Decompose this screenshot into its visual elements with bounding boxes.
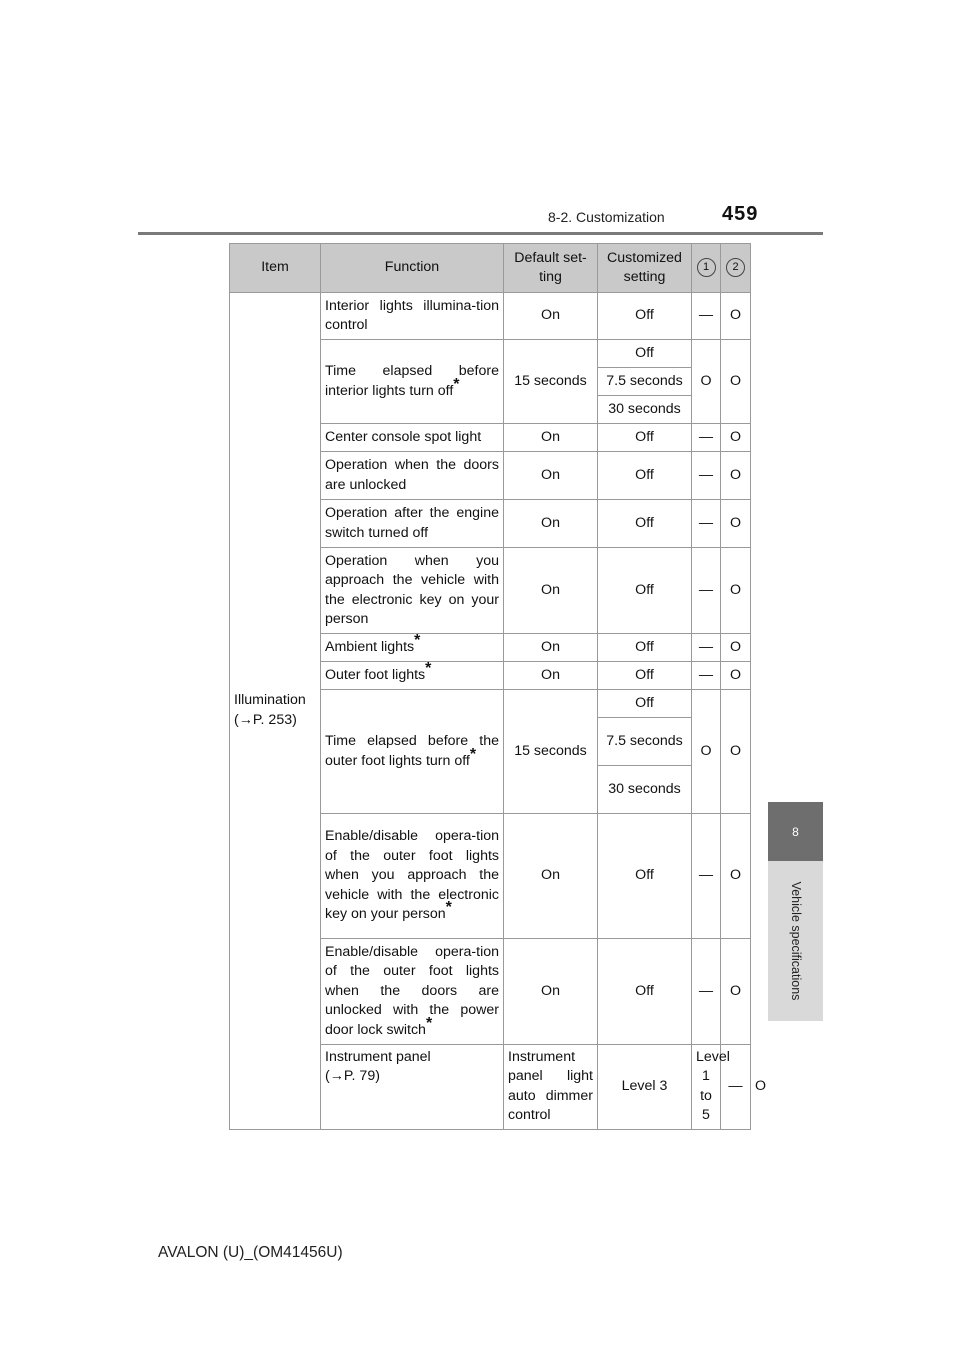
table-row (230, 293, 751, 340)
function-cell: Outer foot lights* (321, 662, 504, 690)
item-illumination (230, 293, 321, 1130)
header-column-2 (721, 244, 751, 293)
col2-cell: O (721, 293, 751, 340)
col2-cell: O (721, 340, 751, 424)
header-customized-setting: Customized setting (598, 244, 692, 293)
col1-cell: — (692, 500, 721, 548)
item-page-ref: (→P. 253) (234, 711, 297, 728)
custom-cell: Level 1 to 5 (692, 1045, 721, 1130)
default-cell: On (504, 548, 598, 634)
function-cell: Operation when the doors are unlocked (321, 452, 504, 500)
col1-cell: — (692, 293, 721, 340)
item-page-ref: (→P. 79) (325, 1068, 380, 1085)
custom-cell: Off (598, 293, 692, 340)
function-cell: Ambient lights* (321, 634, 504, 662)
default-cell: On (504, 814, 598, 939)
col1-cell: O (692, 690, 721, 814)
col1-cell: — (692, 548, 721, 634)
function-cell: Enable/disable opera-tion of the outer foot lights when you approach the vehicle with the electronic key on your person* (321, 814, 504, 939)
col2-cell: O (721, 662, 751, 690)
footnote-asterisk: * (414, 631, 421, 649)
table-row: Instrument panel (→P. 79) Instrument panel light auto dimmer control Level 3 Level 1 to 5 — O (230, 1045, 751, 1130)
custom-cell: Off (598, 690, 692, 718)
function-cell: Center console spot light (321, 424, 504, 452)
custom-cell: Off (598, 814, 692, 939)
function-cell: Time elapsed before the outer foot lights turn off* (321, 690, 504, 814)
header-item: Item (230, 244, 321, 293)
col2-cell: O (721, 424, 751, 452)
custom-cell: Off (598, 548, 692, 634)
col1-cell: — (692, 662, 721, 690)
col1-cell: — (721, 1045, 751, 1130)
default-cell: On (504, 293, 598, 340)
default-cell: On (504, 662, 598, 690)
custom-cell: 7.5 seconds (598, 368, 692, 396)
item-name: Illumination (234, 692, 306, 709)
col1-cell: — (692, 939, 721, 1045)
default-cell: 15 seconds (504, 690, 598, 814)
col1-cell: O (692, 340, 721, 424)
col1-cell: — (692, 452, 721, 500)
custom-cell: 30 seconds (598, 396, 692, 424)
header-function: Function (321, 244, 504, 293)
custom-cell: 7.5 seconds (598, 718, 692, 766)
item-name: Instrument panel (325, 1049, 431, 1065)
col2-cell: O (721, 548, 751, 634)
default-cell: On (504, 939, 598, 1045)
default-cell: On (504, 424, 598, 452)
col1-cell: — (692, 814, 721, 939)
function-cell: Enable/disable opera-tion of the outer foot lights when the doors are unlocked with the power door lock switch* (321, 939, 504, 1045)
header-default-setting: Default set-ting (504, 244, 598, 293)
custom-cell: Off (598, 662, 692, 690)
customization-table (229, 243, 767, 1130)
default-cell: On (504, 500, 598, 548)
footnote-asterisk: * (453, 375, 460, 393)
footnote-asterisk: * (469, 745, 477, 763)
section-header: 8-2. Customization (548, 209, 665, 225)
col2-cell: O (721, 500, 751, 548)
col2-cell: O (721, 452, 751, 500)
circled-2-icon: 2 (726, 258, 745, 277)
function-cell: Time elapsed before interior lights turn off* (321, 340, 504, 424)
footnote-asterisk: * (425, 1014, 433, 1032)
custom-cell: Off (598, 500, 692, 548)
function-cell: Instrument panel light auto dimmer control (504, 1045, 598, 1130)
page-number: 459 (722, 203, 759, 225)
col2-cell: O (721, 690, 751, 814)
footer-model-code: AVALON (U)_(OM41456U) (158, 1244, 343, 1261)
footnote-asterisk: * (425, 659, 432, 677)
table-header-row (230, 244, 751, 293)
header-rule (138, 232, 823, 235)
custom-cell: Off (598, 452, 692, 500)
circled-1-icon: 1 (697, 258, 716, 277)
header-column-1 (692, 244, 721, 293)
footnote-asterisk: * (445, 899, 452, 917)
col2-cell: O (721, 939, 751, 1045)
side-tab-label-text: Vehicle specifications (788, 881, 803, 1001)
default-cell: Level 3 (598, 1045, 692, 1130)
custom-cell: 30 seconds (598, 766, 692, 814)
custom-cell: Off (598, 340, 692, 368)
default-cell: On (504, 452, 598, 500)
col2-cell: O (721, 814, 751, 939)
custom-cell: Off (598, 424, 692, 452)
side-tab-label (768, 861, 823, 1021)
custom-cell: Off (598, 634, 692, 662)
col2-cell: O (721, 634, 751, 662)
custom-cell: Off (598, 939, 692, 1045)
item-instrument-panel (321, 1045, 504, 1130)
col1-cell: — (692, 634, 721, 662)
function-cell: Interior lights illumina-tion control (321, 293, 504, 340)
default-cell: 15 seconds (504, 340, 598, 424)
side-tab-number: 8 (768, 802, 823, 861)
default-cell: On (504, 634, 598, 662)
function-cell: Operation after the engine switch turned off (321, 500, 504, 548)
col1-cell: — (692, 424, 721, 452)
function-cell: Operation when you approach the vehicle with the electronic key on your person (321, 548, 504, 634)
